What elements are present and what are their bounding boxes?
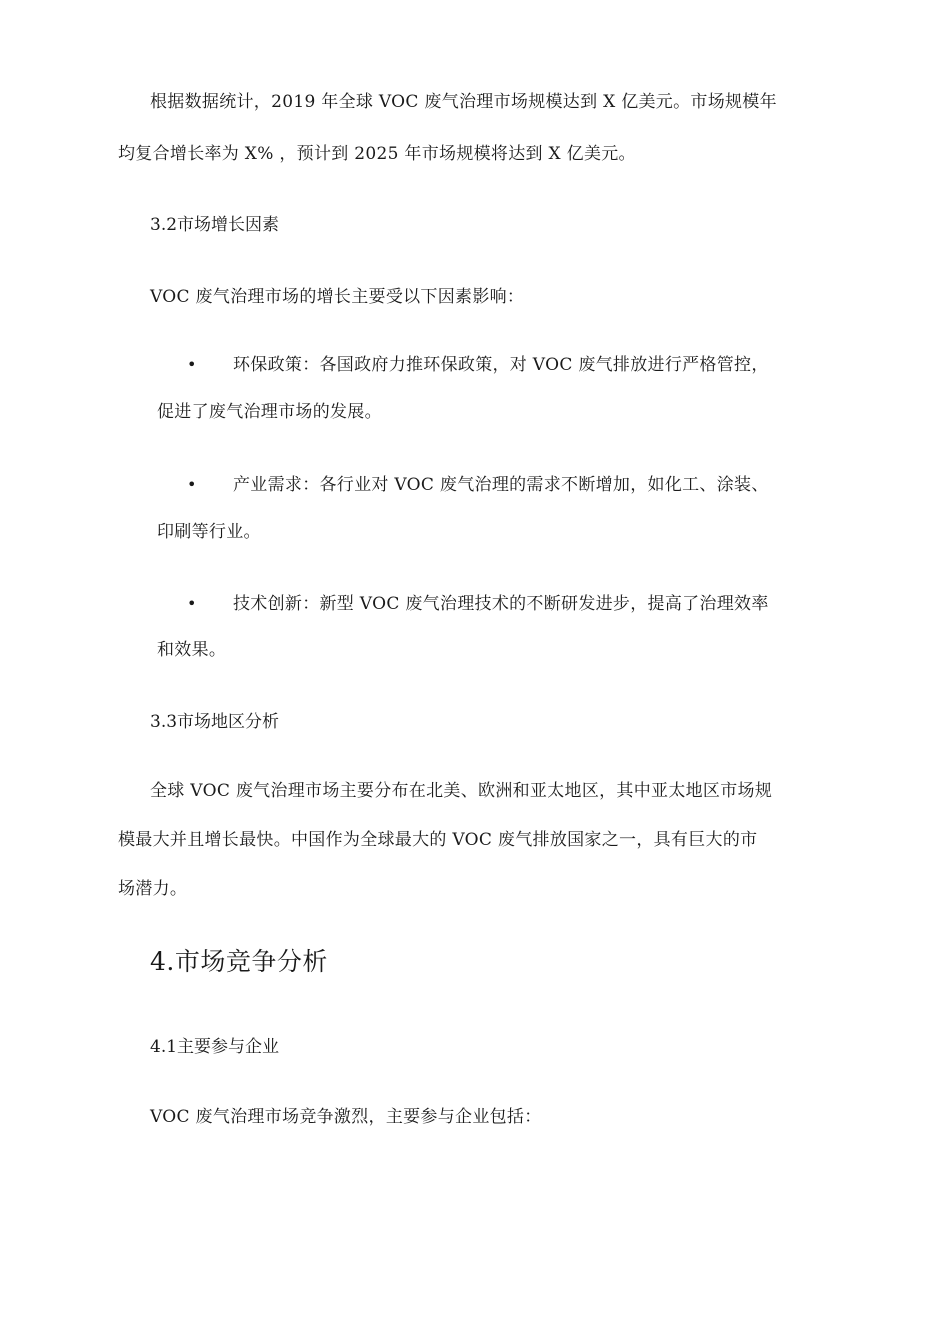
section-heading-3-3: 3.3市场地区分析: [150, 712, 280, 732]
paragraph-regions-line-1: 全球 VOC 废气治理市场主要分布在北美、欧洲和亚太地区，其中亚太地区市场规: [150, 781, 773, 801]
paragraph-market-size-line-2: 均复合增长率为 X% ，预计到 2025 年市场规模将达到 X 亿美元。: [118, 144, 636, 164]
chapter-heading-4: 4.市场竞争分析: [150, 947, 328, 976]
section-heading-3-2: 3.2市场增长因素: [150, 215, 280, 235]
paragraph-participants-intro: VOC 废气治理市场竞争激烈，主要参与企业包括：: [150, 1107, 542, 1127]
section-heading-4-1: 4.1主要参与企业: [150, 1037, 280, 1057]
paragraph-regions-line-3: 场潜力。: [118, 879, 188, 899]
bullet-demand-line-2: 印刷等行业。: [157, 522, 261, 542]
bullet-policy-line-2: 促进了废气治理市场的发展。: [157, 402, 382, 422]
bullet-icon: •: [187, 594, 197, 613]
bullet-demand-line-1: 产业需求：各行业对 VOC 废气治理的需求不断增加，如化工、涂装、: [233, 475, 769, 495]
bullet-icon: •: [187, 355, 197, 374]
bullet-policy-line-1: 环保政策：各国政府力推环保政策，对 VOC 废气排放进行严格管控，: [233, 355, 769, 375]
paragraph-growth-intro: VOC 废气治理市场的增长主要受以下因素影响：: [150, 287, 525, 307]
bullet-innovation-line-1: 技术创新：新型 VOC 废气治理技术的不断研发进步，提高了治理效率: [233, 594, 769, 614]
paragraph-regions-line-2: 模最大并且增长最快。中国作为全球最大的 VOC 废气排放国家之一，具有巨大的市: [118, 830, 758, 850]
paragraph-market-size-line-1: 根据数据统计，2019 年全球 VOC 废气治理市场规模达到 X 亿美元。市场规模年: [150, 92, 777, 112]
bullet-innovation-line-2: 和效果。: [157, 640, 227, 660]
bullet-icon: •: [187, 475, 197, 494]
